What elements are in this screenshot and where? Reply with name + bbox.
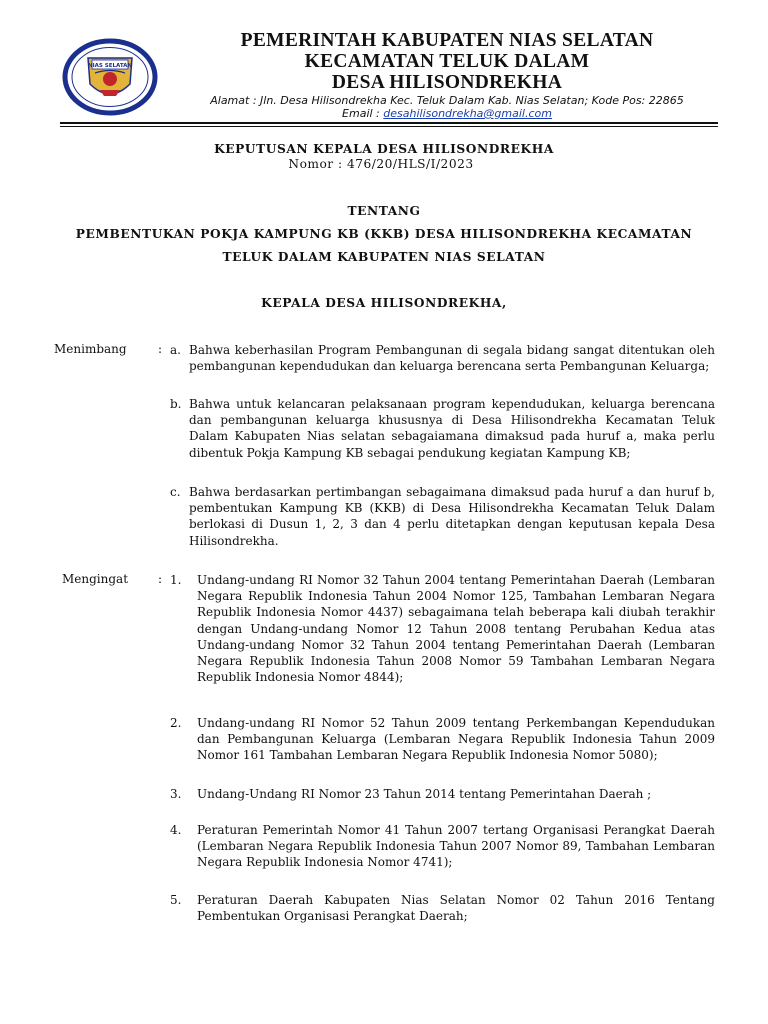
item-marker: a. [170,343,181,357]
letterhead-email [160,107,734,120]
item-marker: c. [170,485,181,499]
menimbang-item-c [170,484,715,552]
decree-number: Nomor : 476/20/HLS/I/2023 [288,157,474,171]
decree-title: KEPUTUSAN KEPALA DESA HILISONDREKHA [214,142,554,156]
letterhead-line-2: KECAMATAN TELUK DALAM [304,51,590,72]
item-text: Peraturan Pemerintah Nomor 41 Tahun 2007 tertang Organisasi Perangkat Daerah (Lembaran Negara Republik Indonesia Tahun 2007 Nomor 89, Tambahan Lembaran Negara Republik Indonesia Nomor 4741); [197,823,715,870]
email-link[interactable]: desahilisondrekha@gmail.com [383,107,552,120]
logo-text: NIAS SELATAN [87,63,133,69]
letterhead-address: Alamat : Jln. Desa Hilisondrekha Kec. Teluk Dalam Kab. Nias Selatan; Kode Pos: 22865 [210,94,684,107]
mengingat-item-5 [170,892,715,926]
regency-emblem-icon [62,38,158,116]
tentang-heading: TENTANG [347,204,421,218]
menimbang-item-b [170,396,715,480]
subject-line-2: TELUK DALAM KABUPATEN NIAS SELATAN [222,250,546,264]
item-text: Undang-Undang RI Nomor 23 Tahun 2014 tentang Pemerintahan Daerah ; [197,787,652,801]
letterhead-rule-thick [60,122,718,124]
item-text: Bahwa berdasarkan pertimbangan sebagaimana dimaksud pada huruf a dan huruf b, pembentukan Kampung KB (KKB) di Desa Hilisondrekha Kecamatan Teluk Dalam berlokasi di Dusun 1, 2, 3 dan 4 perlu ditetapkan dengan keputusan kepala Desa Hilisondrekha. [189,485,715,548]
mengingat-item-1 [170,572,715,706]
item-text: Undang-undang RI Nomor 52 Tahun 2009 tentang Perkembangan Kependudukan dan Pembangunan Keluarga (Lembaran Negara Republik Indonesia Tahun 2009 Nomor 161 Tambahan Lembaran Negara Republik Indonesia Nomor 5080); [197,716,715,763]
email-label: Email : [342,107,380,120]
mengingat-colon: : [158,572,163,586]
item-text: Bahwa untuk kelancaran pelaksanaan program kependudukan, keluarga berencana dan pembangunan keluarga khususnya di Desa Hilisondrekha Kecamatan Teluk Dalam Kabupaten Nias selatan sebagaiamana dimaksud pada huruf a, maka perlu dibentuk Pokja Kampung KB sebagai pendukung kegiatan Kampung KB; [189,397,715,460]
mengingat-item-3 [170,786,715,820]
mengingat-item-2 [170,715,715,783]
subject-line-1: PEMBENTUKAN POKJA KAMPUNG KB (KKB) DESA HILISONDREKHA KECAMATAN [75,227,693,241]
menimbang-colon: : [158,342,163,356]
menimbang-label: Menimbang [54,342,127,356]
item-text: Peraturan Daerah Kabupaten Nias Selatan Nomor 02 Tahun 2016 Tentang Pembentukan Organisasi Perangkat Daerah; [197,893,715,924]
item-text: Bahwa keberhasilan Program Pembangunan di segala bidang sangat ditentukan oleh pembangunan kependudukan dan keluarga berencana serta Pembangunan Keluarga; [189,343,715,374]
item-marker: 4. [170,823,182,837]
item-marker: 3. [170,787,182,801]
item-marker: 5. [170,893,182,907]
item-marker: 2. [170,716,182,730]
item-marker: b. [170,397,182,411]
letterhead-line-1: PEMERINTAH KABUPATEN NIAS SELATAN [240,30,654,51]
issuer-heading: KEPALA DESA HILISONDREKHA, [261,296,507,310]
item-text: Undang-undang RI Nomor 32 Tahun 2004 tentang Pemerintahan Daerah (Lembaran Negara Republik Indonesia Tahun 2004 Nomor 125, Tambahan Lembaran Negara Republik Indonesia Nomor 4437) sebagaimana telah beberapa kali diubah terakhir dengan Undang-undang Nomor 12 Tahun 2008 tentang Perubahan Kedua atas Undang-undang Nomor 32 Tahun 2004 tentang Pemerintahan Daerah (Lembaran Negara Republik Indonesia Tahun 2008 Nomor 59 Tambahan Lembaran Negara Republik Indonesia Nomor 4844); [197,573,715,685]
item-marker: 1. [170,573,182,587]
letterhead-rule-thin [60,126,718,127]
letterhead [160,30,734,120]
menimbang-item-a [170,342,715,392]
letterhead-line-3: DESA HILISONDREKHA [331,72,563,93]
mengingat-item-4 [170,822,715,890]
mengingat-label: Mengingat [62,572,129,586]
